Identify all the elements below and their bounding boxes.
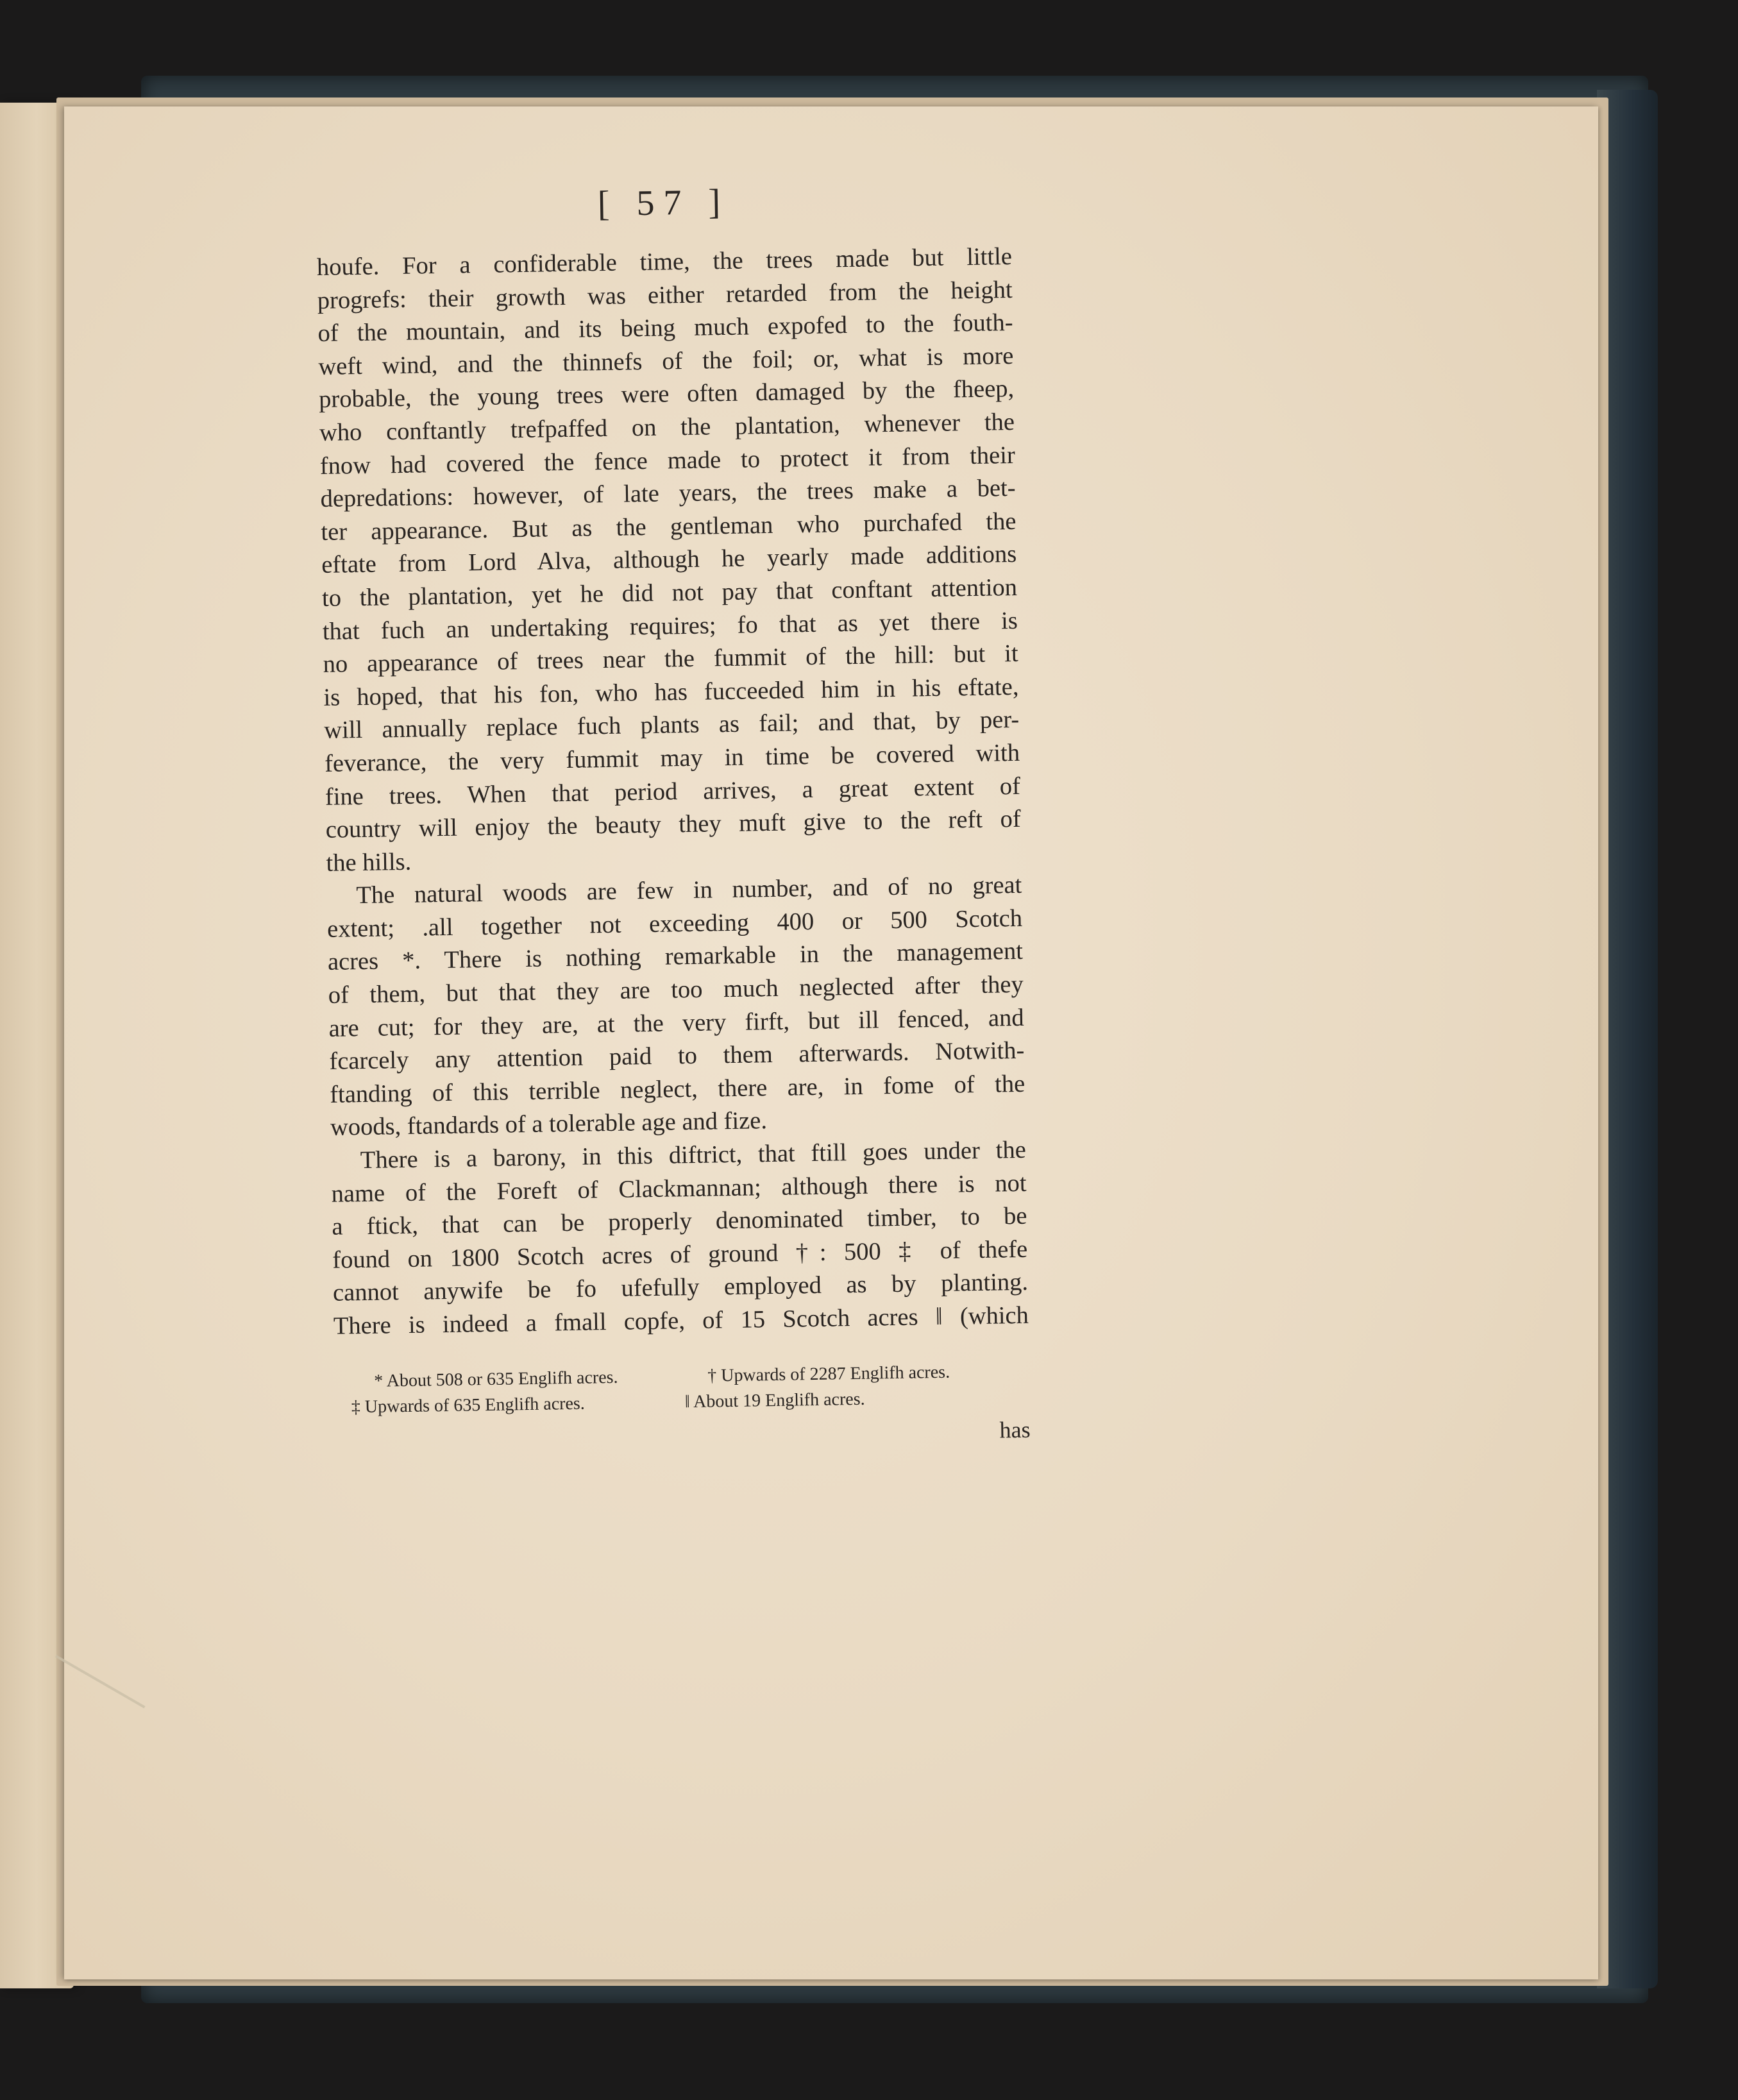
text-line: depredations: however, of late years, the trees make a bet- [320,475,1016,513]
text-line: a ftick, that can be properly denominated timber, to be [332,1202,1027,1241]
text-line: The natural woods are few in number, and of no great [356,872,1022,910]
text-line: acres *. There is nothing remarkable in the management [327,938,1024,976]
text-line: country will enjoy the beauty they muft give to the reft of [325,805,1021,843]
text-line: of them, but that they are too much neglected after they [328,970,1024,1009]
text-line: no appearance of trees near the fummit of the hill: but it [323,640,1018,679]
footnote-star: * About 508 or 635 Englifh acres. [374,1367,618,1391]
text-line: ter appearance. But as the gentleman who purchafed the [321,507,1017,546]
text-line: who conftantly trefpaffed on the plantation, whenever the [319,408,1015,446]
text-line: found on 1800 Scotch acres of ground †: 500 ‡ of thefe [332,1235,1028,1274]
text-line: of the mountain, and its being much expofed to the fouth- [317,309,1013,348]
text-line: woods, ftandards of a tolerable age and fize. [330,1107,768,1142]
text-line: fine trees. When that period arrives, a great extent of [325,772,1021,811]
text-block [316,175,1031,1456]
text-line: cannot anywife be fo ufefully employed as by planting. [332,1269,1029,1307]
text-line: eftate from Lord Alva, although he yearly made additions [321,541,1017,579]
text-line: that fuch an undertaking requires; fo that as yet there is [322,607,1018,645]
text-line: probable, the young trees were often damaged by the fheep, [318,375,1015,414]
text-line: are cut; for they are, at the very firft, but ill fenced, and [328,1004,1024,1042]
text-line: feverance, the very fummit may in time be covered with [324,739,1020,777]
text-line: There is indeed a fmall copfe, of 15 Scotch acres ‖ (which [333,1301,1029,1340]
body-text [317,241,1029,1343]
text-line: extent; .all together not exceeding 400 or 500 Scotch [326,904,1023,943]
text-line: fcarcely any attention paid to them afterwards. Notwith- [329,1037,1025,1076]
text-line: to the plantation, yet he did not pay that conftant attention [321,573,1018,612]
text-line: name of the Foreft of Clackmannan; although there is not [331,1169,1027,1208]
text-line: the hills. [326,848,412,877]
text-line: ftanding of this terrible neglect, there are, in fome of the [329,1070,1025,1108]
footnote-dagger: † Upwards of 2287 Englifh acres. [707,1362,950,1386]
text-line: There is a barony, in this diftrict, that ftill goes under the [360,1136,1027,1174]
footnote-double-dagger: ‡ Upwards of 635 Englifh acres. [351,1393,586,1417]
text-line: fnow had covered the fence made to protect it from their [319,441,1016,480]
page-number: [ 57 ] [597,182,730,224]
footnote-parallel: ‖ About 19 Englifh acres. [684,1389,865,1412]
text-line: progrefs: their growth was either retarded from the height [317,276,1013,314]
text-line: weft wind, and the thinnefs of the foil; or, what is more [318,342,1014,380]
text-line: will annually replace fuch plants as fail; and that, by per- [324,706,1020,745]
catchword: has [999,1416,1031,1443]
book-page [64,106,1598,1979]
text-line: houfe. For a confiderable time, the trees made but little [316,242,1013,281]
text-line: is hoped, that his fon, who has fucceeded him in his eftate, [323,673,1019,711]
footnotes [334,1358,1030,1420]
